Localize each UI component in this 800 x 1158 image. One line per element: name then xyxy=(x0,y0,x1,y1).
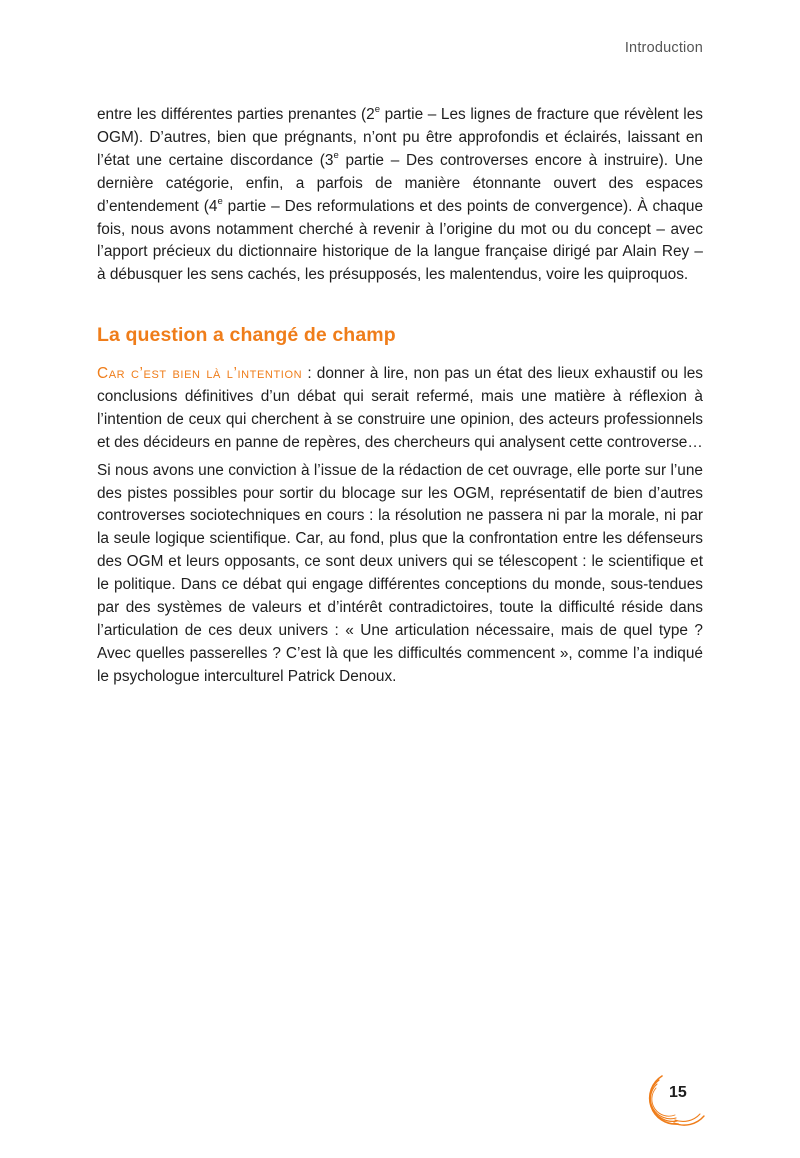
paragraph-1-part-c: partie – Des controverses encore à instruire). Une dernière catégorie, enfin, a parfois de manière étonnante ouvert des espaces d’entendement (4 xyxy=(97,151,703,215)
lead-in-small-caps: Car c’est bien là l’intention xyxy=(97,365,303,382)
paragraph-1-part-a: entre les différentes parties prenantes (2 xyxy=(97,106,375,123)
ordinal-superscript: e xyxy=(333,149,339,161)
running-header: Introduction xyxy=(624,40,703,56)
paragraph-1-part-b: partie – Les lignes de fracture que révèlent les OGM). D’autres, bien que prégnants, n’ont pu être approfondis et éclairés, laissant en l’état une certaine discordance (3 xyxy=(97,106,703,169)
page-number: 15 xyxy=(669,1084,687,1101)
ordinal-superscript: e xyxy=(217,195,223,207)
paragraph-2 xyxy=(97,363,703,455)
paragraph-1 xyxy=(97,104,703,287)
paragraph-1-part-d: partie – Des reformulations et des points de convergence). À chaque fois, nous avons notamment cherché à revenir à l’origine du mot ou du concept – avec l’apport précieux du dictionnaire historique de la langue française dirigé par Alain Rey – à débusquer les sens cachés, les présupposés, les malentendus, voire les quiproquos. xyxy=(97,197,704,284)
paragraph-3: Si nous avons une conviction à l’issue de la rédaction de cet ouvrage, elle porte sur l’une des pistes possibles pour sortir du blocage sur les OGM, représentatif de bien d’autres controverses sociotechniques en cours : la résolution ne passera ni par la morale, ni par la seule logique scientifique. Car, au fond, plus que la confrontation entre les défenseurs des OGM et leurs opposants, ce sont deux univers qui se télescopent : le scientifique et le politique. Dans ce débat qui engage différentes conceptions du monde, sous-tendues par des systèmes de valeurs et d’intérêt contradictoires, toute la difficulté réside dans l’articulation de ces deux univers : « Une articulation nécessaire, mais de quel type ? Avec quelles passerelles ? C’est là que les difficultés commencent », comme l’a indiqué le psychologue interculturel Patrick Denoux. xyxy=(97,461,703,685)
section-body xyxy=(97,363,703,689)
page-body xyxy=(97,103,704,685)
ordinal-superscript: e xyxy=(374,103,381,115)
page-folio xyxy=(648,1068,708,1128)
section-heading: La question a changé de champ xyxy=(97,324,396,346)
paragraph-2-text: : donner à lire, non pas un état des lieux exhaustif ou les conclusions définitives d’un débat qui serait refermé, mais une matière à réflexion à l’intention de ceux qui cherchent à se construire une opinion, des acteurs professionnels et des décideurs en panne de repères, des chercheurs qui analysent cette controverse… xyxy=(97,365,703,451)
